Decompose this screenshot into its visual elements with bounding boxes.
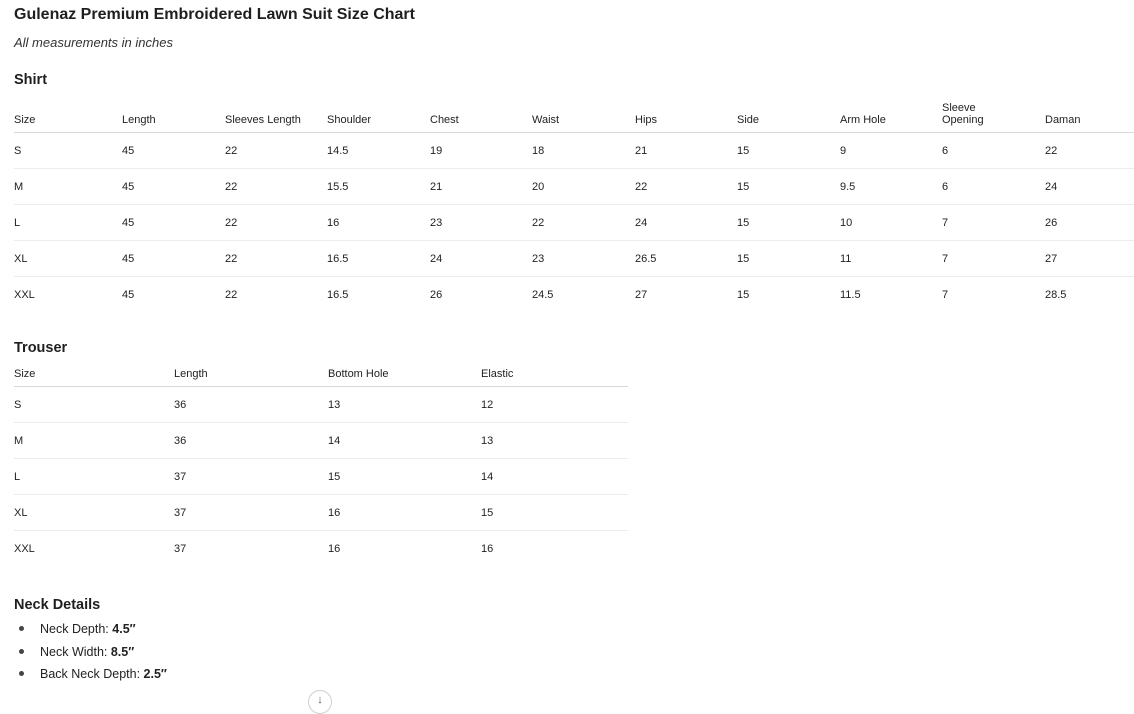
table-cell: 16 xyxy=(481,542,494,555)
table-cell: 15 xyxy=(737,241,840,277)
table-cell: 24 xyxy=(430,241,532,277)
table-cell: 7 xyxy=(942,205,1045,241)
table-row xyxy=(14,423,628,459)
table-cell: 37 xyxy=(174,495,328,531)
table-cell: 15 xyxy=(737,169,840,205)
neck-detail-label: Neck Width: xyxy=(40,644,111,659)
neck-detail-label: Back Neck Depth: xyxy=(40,667,144,681)
table-cell: 45 xyxy=(122,205,225,241)
table-cell: 36 xyxy=(174,423,328,459)
table-cell: 6 xyxy=(942,133,1045,169)
column-header: Waist xyxy=(532,97,635,133)
table-cell: 15 xyxy=(737,205,840,241)
table-cell: 21 xyxy=(430,169,532,205)
list-item xyxy=(14,643,167,666)
shirt-heading: Shirt xyxy=(14,72,48,88)
table-cell: 24.5 xyxy=(532,288,554,301)
table-cell: 6 xyxy=(942,169,1045,205)
table-cell: 27 xyxy=(635,288,648,301)
table-cell: 22 xyxy=(1045,133,1134,169)
column-header: Size xyxy=(14,366,174,387)
table-cell: 14 xyxy=(481,459,628,495)
table-cell: 45 xyxy=(122,133,225,169)
chevron-down-icon: ↓ xyxy=(317,694,323,706)
table-cell: 22 xyxy=(225,205,327,241)
table-cell: 7 xyxy=(942,288,949,301)
table-cell: 37 xyxy=(174,542,187,555)
trouser-heading: Trouser xyxy=(14,340,68,356)
table-cell: S xyxy=(14,387,174,423)
table-cell: 23 xyxy=(430,205,532,241)
table-cell: XL xyxy=(14,241,122,277)
table-cell: 45 xyxy=(122,169,225,205)
table-cell: 15.5 xyxy=(327,169,430,205)
bullet-icon xyxy=(19,671,24,676)
table-row xyxy=(14,459,628,495)
table-cell: 22 xyxy=(225,241,327,277)
column-header: Arm Hole xyxy=(840,97,942,133)
table-cell: 7 xyxy=(942,241,1045,277)
table-cell: 37 xyxy=(174,459,328,495)
table-cell: 15 xyxy=(328,459,481,495)
table-cell: 45 xyxy=(122,241,225,277)
table-cell: 16 xyxy=(327,205,430,241)
scroll-down-button[interactable] xyxy=(308,690,332,714)
table-cell: 15 xyxy=(737,133,840,169)
neck-detail-value: 2.5″ xyxy=(143,667,167,681)
table-cell: 22 xyxy=(635,169,737,205)
column-header: Sleeves Length xyxy=(225,97,327,133)
table-row xyxy=(14,387,628,423)
table-cell: 13 xyxy=(328,387,481,423)
table-cell: 45 xyxy=(122,288,135,301)
column-header: Daman xyxy=(1045,97,1134,133)
table-cell: M xyxy=(14,423,174,459)
table-cell: 14.5 xyxy=(327,133,430,169)
table-cell: 18 xyxy=(532,133,635,169)
neck-detail-value: 4.5″ xyxy=(112,622,136,636)
table-cell: 22 xyxy=(532,205,635,241)
bullet-icon xyxy=(19,626,24,631)
table-cell: 13 xyxy=(481,423,628,459)
page-subtitle: All measurements in inches xyxy=(14,35,173,50)
table-cell: 16 xyxy=(328,495,481,531)
table-cell: 22 xyxy=(225,169,327,205)
table-row xyxy=(14,241,1134,277)
table-cell: 11 xyxy=(840,241,942,277)
column-header: Side xyxy=(737,97,840,133)
table-row xyxy=(14,495,628,531)
table-cell: 16.5 xyxy=(327,241,430,277)
table-cell: 28.5 xyxy=(1045,288,1067,301)
page-title: Gulenaz Premium Embroidered Lawn Suit Size Chart xyxy=(14,6,415,23)
column-header: Size xyxy=(14,97,122,133)
table-cell: L xyxy=(14,205,122,241)
neck-details-heading: Neck Details xyxy=(14,597,101,613)
table-cell: 16 xyxy=(328,542,341,555)
bullet-icon xyxy=(19,649,24,654)
table-cell: XXL xyxy=(14,542,35,555)
table-row xyxy=(14,169,1134,205)
neck-detail-value: 8.5″ xyxy=(110,644,135,659)
table-cell: 15 xyxy=(481,495,628,531)
column-header: Chest xyxy=(430,97,532,133)
table-cell: 10 xyxy=(840,205,942,241)
table-row xyxy=(14,133,1134,169)
list-item xyxy=(14,620,167,643)
table-cell: M xyxy=(14,169,122,205)
list-item xyxy=(14,665,167,688)
table-cell: 24 xyxy=(1045,169,1134,205)
shirt-size-table xyxy=(14,97,1134,312)
table-cell: L xyxy=(14,459,174,495)
table-row xyxy=(14,205,1134,241)
table-cell: XL xyxy=(14,495,174,531)
table-header-row xyxy=(14,97,1134,133)
column-header: Length xyxy=(122,97,225,133)
table-cell: 20 xyxy=(532,169,635,205)
table-cell: 15 xyxy=(737,288,750,301)
table-cell: 9.5 xyxy=(840,169,942,205)
column-header: Elastic xyxy=(481,366,628,387)
table-cell: 22 xyxy=(225,133,327,169)
neck-details-list xyxy=(14,620,167,688)
table-cell: 36 xyxy=(174,387,328,423)
table-cell: 23 xyxy=(532,241,635,277)
table-cell: 9 xyxy=(840,133,942,169)
trouser-size-table xyxy=(14,366,628,566)
table-cell: 26 xyxy=(430,288,443,301)
table-row xyxy=(14,531,628,567)
table-cell: 21 xyxy=(635,133,737,169)
table-cell: 26 xyxy=(1045,205,1134,241)
table-cell: 12 xyxy=(481,387,628,423)
column-header: Shoulder xyxy=(327,97,430,133)
neck-detail-label: Neck Depth: xyxy=(40,622,113,636)
table-cell: 24 xyxy=(635,205,737,241)
column-header: Hips xyxy=(635,97,737,133)
table-cell: 26.5 xyxy=(635,241,737,277)
column-header: Sleeve Opening xyxy=(942,97,1045,133)
table-cell: 27 xyxy=(1045,241,1134,277)
table-cell: XXL xyxy=(14,288,35,301)
column-header: Bottom Hole xyxy=(328,366,481,387)
table-cell: 14 xyxy=(328,423,481,459)
table-cell: 11.5 xyxy=(840,288,861,301)
table-row xyxy=(14,277,1134,313)
column-header: Length xyxy=(174,366,328,387)
table-cell: S xyxy=(14,133,122,169)
table-header-row xyxy=(14,366,628,387)
table-cell: 19 xyxy=(430,133,532,169)
table-cell: 22 xyxy=(225,288,238,301)
table-cell: 16.5 xyxy=(327,288,349,301)
